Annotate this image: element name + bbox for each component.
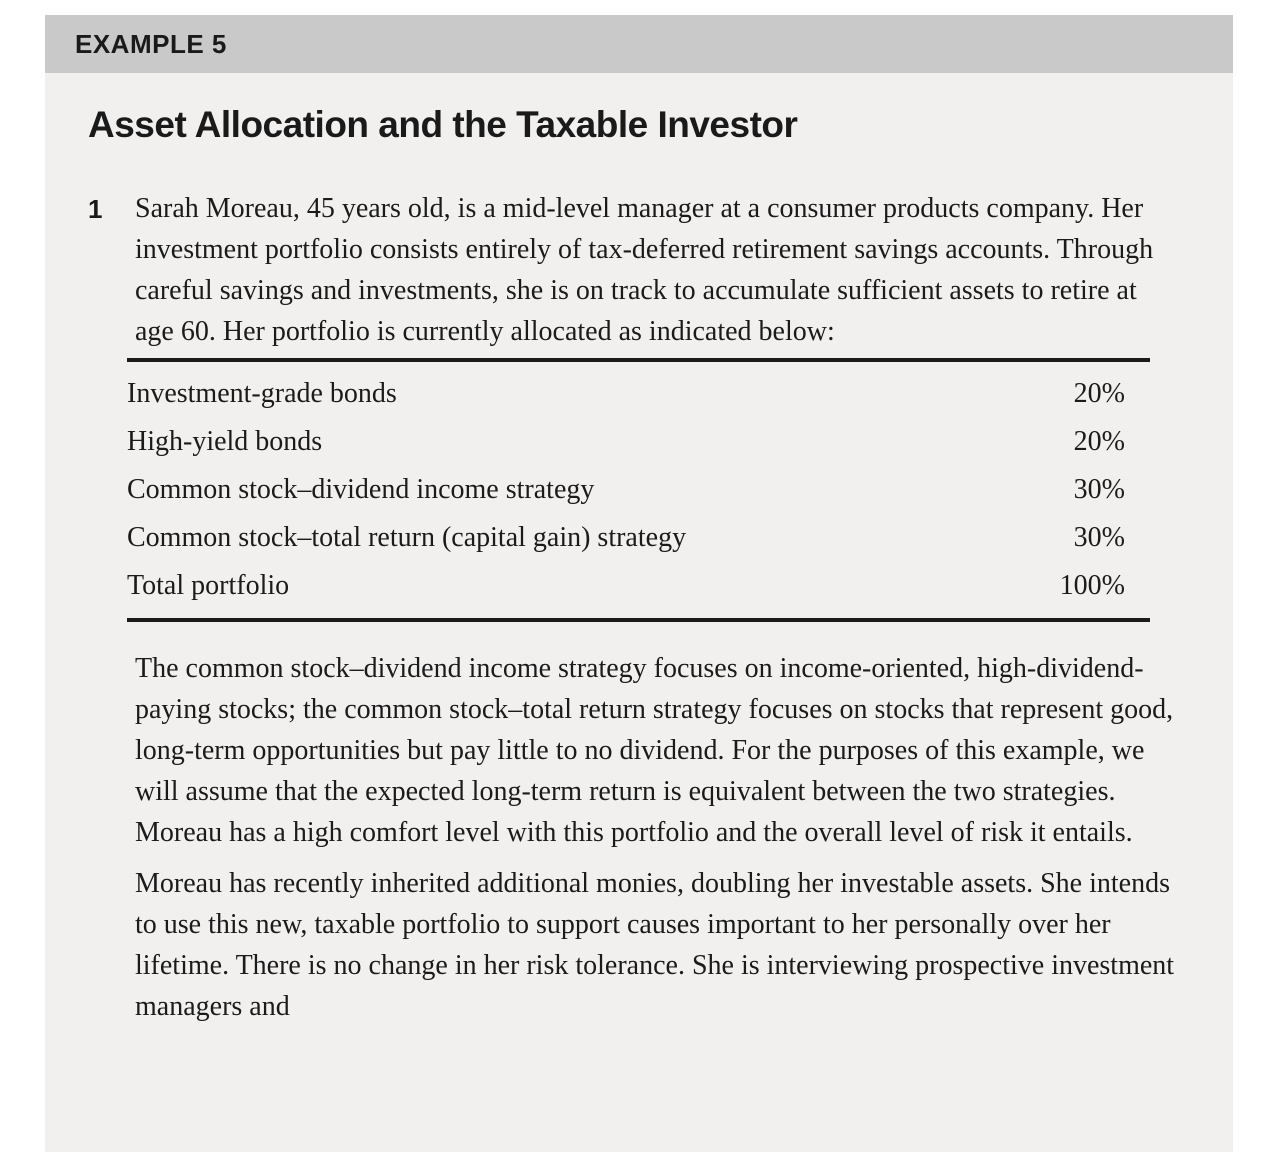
- row-value: 20%: [1073, 377, 1125, 409]
- row-value: 20%: [1073, 425, 1125, 457]
- row-label: Total portfolio: [127, 569, 290, 601]
- row-label: Common stock–dividend income strategy: [127, 473, 595, 505]
- example-label: EXAMPLE 5: [75, 28, 227, 59]
- problem-number: 1: [88, 193, 103, 224]
- row-label: Investment-grade bonds: [127, 377, 397, 409]
- paragraph-strategy-note: The common stock–dividend income strategy focuses on income-oriented, high-dividend-paying stocks; the common stock–total return strategy focuses on stocks that represent good, long-term opportunities but pay little to no dividend. For the purposes of this example, we will assume that the expected long-term return is equivalent between the two strategies. Moreau has a high comfort level with this portfolio and the overall level of risk it entails.: [135, 652, 1174, 848]
- table-row: [127, 370, 1150, 418]
- allocation-table: [127, 358, 1150, 622]
- row-value: 100%: [1059, 569, 1125, 601]
- table-row: [127, 514, 1150, 562]
- row-label: Common stock–total return (capital gain) strategy: [127, 521, 687, 553]
- example-header-bar: [45, 15, 1233, 73]
- problem-item: [88, 188, 1233, 352]
- table-row: [127, 466, 1150, 514]
- example-panel: [45, 15, 1233, 1152]
- paragraph-inheritance-note: Moreau has recently inherited additional monies, doubling her investable assets. She intends to use this new, taxable portfolio to support causes important to her personally over her lifetime. There is no change in her risk tolerance. She is interviewing prospective investment managers and: [135, 867, 1175, 1022]
- row-value: 30%: [1073, 521, 1125, 553]
- page-title: Asset Allocation and the Taxable Investor: [88, 104, 798, 145]
- row-value: 30%: [1073, 473, 1125, 505]
- table-row: [127, 418, 1150, 466]
- table-row: [127, 562, 1150, 610]
- row-label: High-yield bonds: [127, 425, 323, 457]
- problem-text: Sarah Moreau, 45 years old, is a mid-level manager at a consumer products company. Her investment portfolio consists entirely of tax-deferred retirement savings accounts. Through careful savings and investments, she is on track to accumulate sufficient assets to retire at age 60. Her portfolio is currently allocated as indicated below:: [135, 192, 1154, 347]
